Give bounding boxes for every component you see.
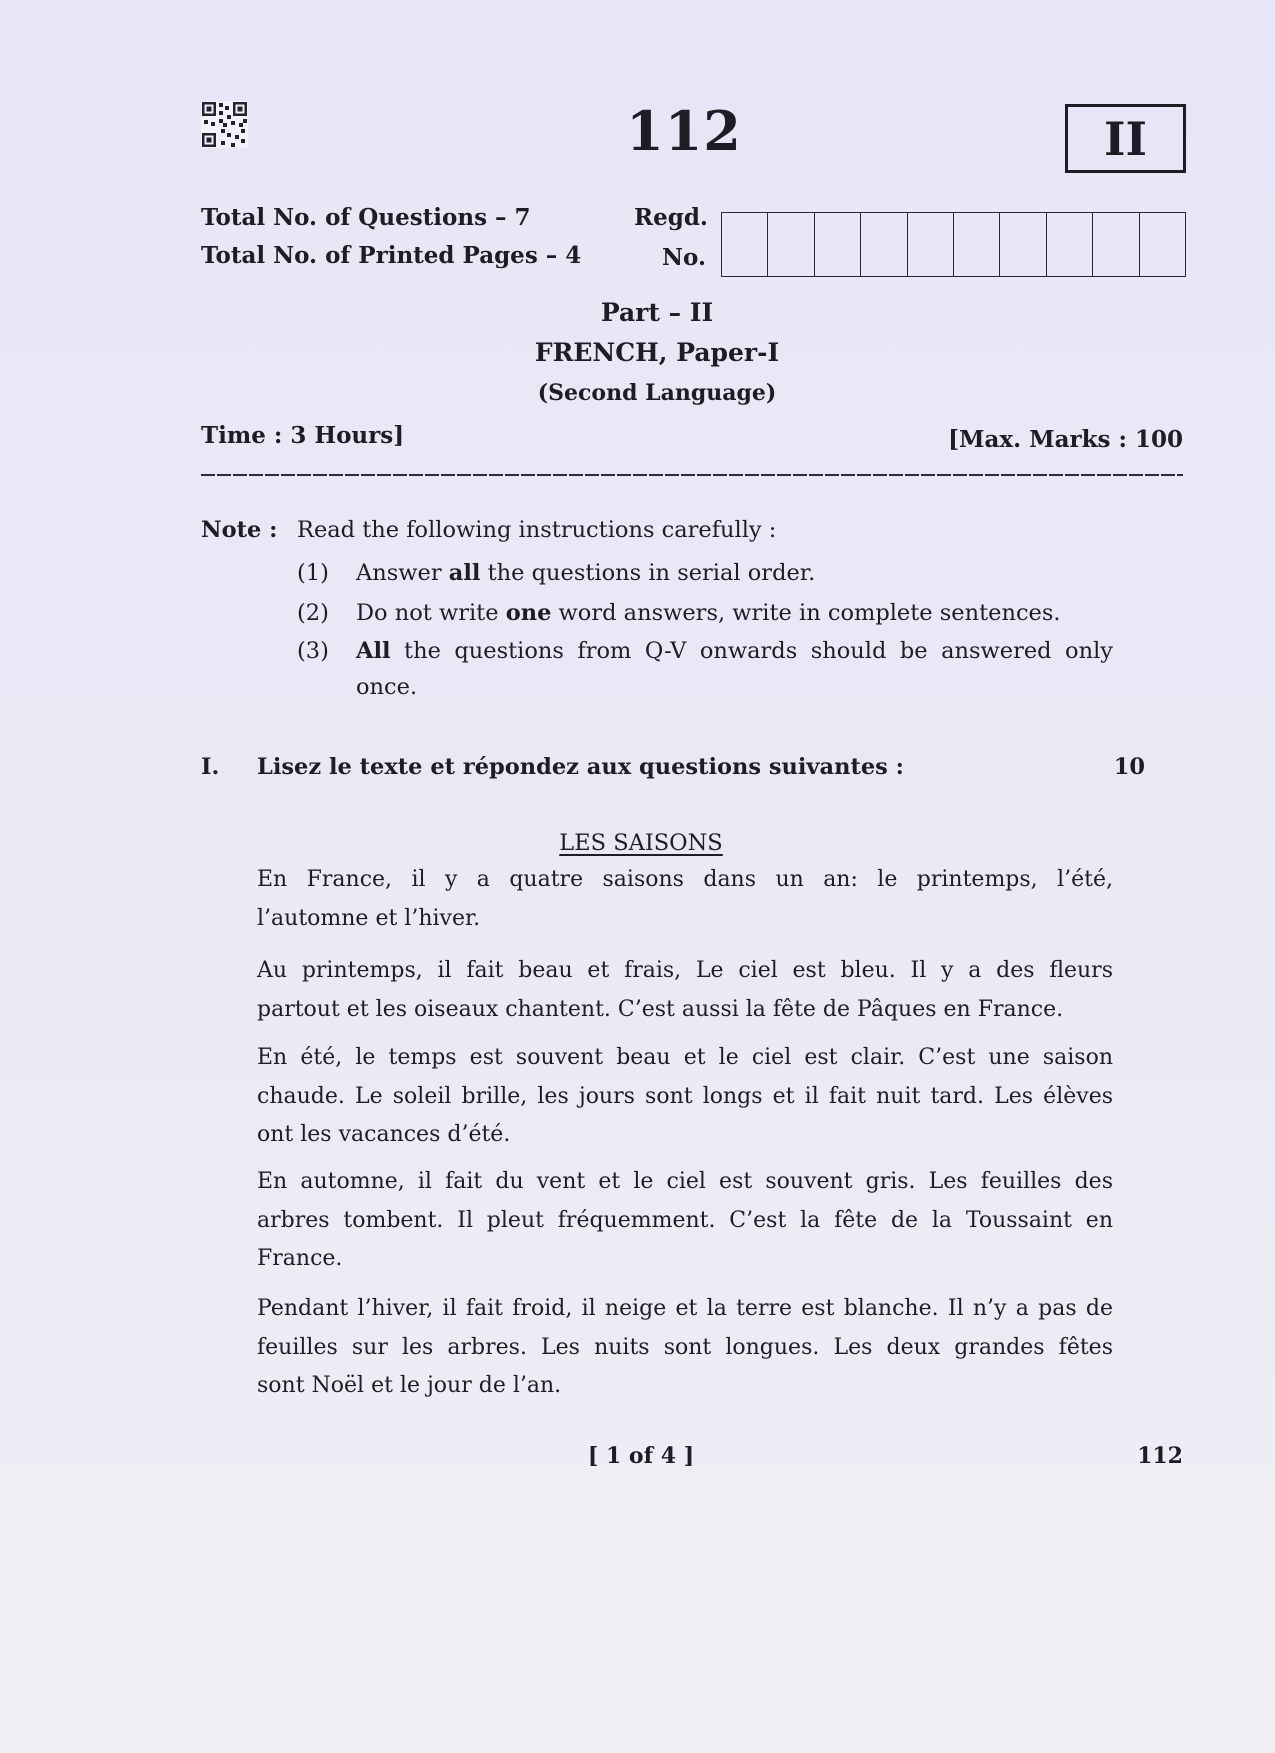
regd-number-cell <box>767 213 813 276</box>
note-item-3-text <box>356 637 1113 665</box>
regd-number-cell <box>814 213 860 276</box>
passage-paragraph-2 <box>257 952 1113 1029</box>
passage-title: LES SAISONS <box>559 830 723 856</box>
regd-number-cell <box>1046 213 1092 276</box>
note-item-2-text-end: word answers, write in complete sentences. <box>551 600 1061 626</box>
note-intro: Read the following instructions carefully : <box>297 517 777 543</box>
note-item-3-continuation: once. <box>356 674 418 700</box>
passage-line: En automne, il fait du vent et le ciel est souvent gris. Les feuilles des <box>257 1169 1113 1194</box>
note-item-1-number: (1) <box>297 560 329 586</box>
note-item-1-text-start: Answer <box>356 560 449 586</box>
regd-no-label: No. <box>662 244 706 271</box>
subject-heading: FRENCH, Paper-I <box>534 338 780 367</box>
passage-line: En France, il y a quatre saisons dans un an: le printemps, l’été, <box>257 867 1113 892</box>
passage-line: ont les vacances d’été. <box>257 1122 511 1148</box>
regd-number-cell <box>722 213 767 276</box>
part-heading: Part – II <box>600 298 714 327</box>
passage-paragraph-3 <box>257 1039 1113 1155</box>
regd-number-cell <box>907 213 953 276</box>
question-number: I. <box>201 754 220 780</box>
passage-line: l’automne et l’hiver. <box>257 905 481 931</box>
passage-line: Pendant l’hiver, il fait froid, il neige et la terre est blanche. Il n’y a pas de <box>257 1296 1113 1321</box>
passage-line: France. <box>257 1246 343 1272</box>
passage-paragraph-5 <box>257 1290 1113 1406</box>
language-heading: (Second Language) <box>537 380 777 406</box>
note-item-2-number: (2) <box>297 600 329 626</box>
page-number: [ 1 of 4 ] <box>587 1443 695 1469</box>
passage-paragraph-4 <box>257 1163 1113 1279</box>
time-allowed: Time : 3 Hours] <box>201 422 405 449</box>
regd-number-cell <box>1139 213 1185 276</box>
note-item-3-number: (3) <box>297 638 329 664</box>
passage-line: chaude. Le soleil brille, les jours sont longs et il fait nuit tard. Les élèves <box>257 1083 1113 1109</box>
passage-line: partout et les oiseaux chantent. C’est aussi la fête de Pâques en France. <box>257 996 1064 1022</box>
note-item-1-text <box>356 559 815 587</box>
note-label: Note : <box>201 517 278 543</box>
regd-label: Regd. <box>634 204 708 231</box>
passage-line: En été, le temps est souvent beau et le ciel est clair. C’est une saison <box>257 1045 1113 1070</box>
note-item-2-text-start: Do not write <box>356 600 506 626</box>
note-item-1-text-end: the questions in serial order. <box>480 560 816 586</box>
note-item-2-emphasis: one <box>505 600 552 626</box>
regd-number-cell <box>999 213 1045 276</box>
passage-line: sont Noël et le jour de l’an. <box>257 1373 562 1399</box>
total-questions: Total No. of Questions – 7 <box>201 204 531 231</box>
regd-number-boxes <box>721 212 1186 277</box>
passage-line: Au printemps, il fait beau et frais, Le ciel est bleu. Il y a des fleurs <box>257 958 1113 983</box>
passage-line: arbres tombent. Il pleut fréquemment. C’est la fête de la Toussaint en <box>257 1207 1113 1233</box>
footer-paper-code: 112 <box>1137 1443 1183 1469</box>
question-marks: 10 <box>1113 754 1145 780</box>
passage-paragraph-1 <box>257 861 1113 938</box>
qr-code <box>201 101 248 148</box>
regd-number-cell <box>1092 213 1138 276</box>
question-instruction: Lisez le texte et répondez aux questions suivantes : <box>257 754 904 780</box>
total-printed-pages: Total No. of Printed Pages – 4 <box>201 242 582 269</box>
note-item-2-text <box>356 599 1061 627</box>
note-item-3-emphasis: All <box>356 638 391 664</box>
part-number-box: II <box>1065 104 1186 173</box>
max-marks: [Max. Marks : 100 <box>948 426 1183 453</box>
note-item-1-emphasis: all <box>448 560 481 586</box>
regd-number-cell <box>953 213 999 276</box>
paper-code: 112 <box>626 99 742 163</box>
header-divider <box>201 474 1183 476</box>
passage-line: feuilles sur les arbres. Les nuits sont longues. Les deux grandes fêtes <box>257 1334 1113 1360</box>
regd-number-cell <box>860 213 906 276</box>
note-item-3-text-end: the questions from Q-V onwards should be answered only <box>390 638 1113 664</box>
